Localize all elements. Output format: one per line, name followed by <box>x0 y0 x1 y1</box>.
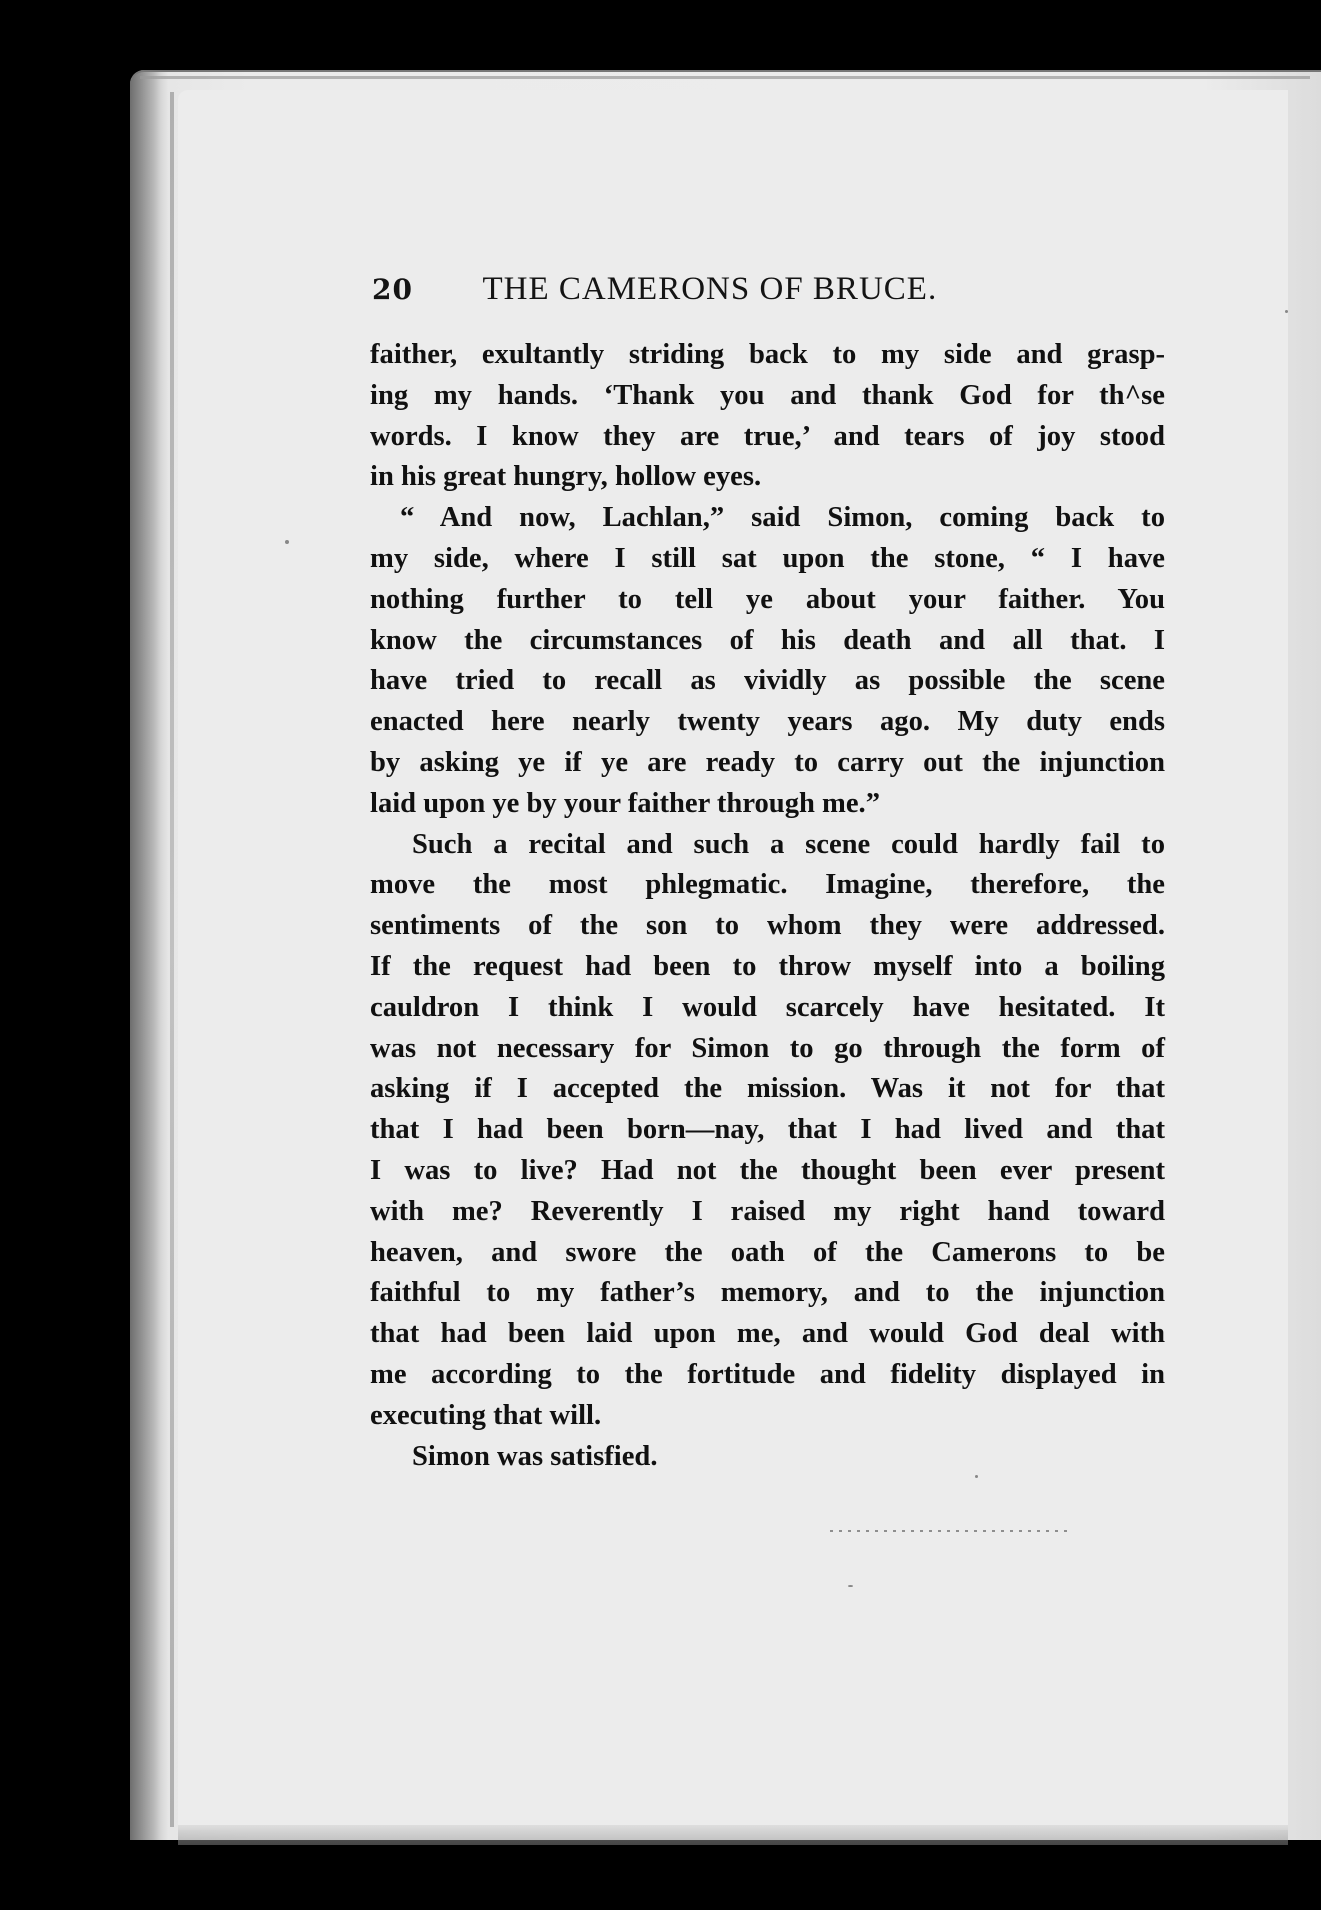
text-line: laid upon ye by your faither through me.” <box>370 787 880 819</box>
text-line: me according to the fortitude and fidelity displayed in <box>370 1358 1165 1390</box>
text-line: was not necessary for Simon to go through the form of <box>370 1032 1165 1064</box>
text-line: sentiments of the son to whom they were addressed. <box>370 910 1165 942</box>
text-line: “ And now, Lachlan,” said Simon, coming back to <box>400 502 1165 534</box>
body-text <box>370 335 1165 1477</box>
text-line: know the circumstances of his death and all that. I <box>370 624 1165 656</box>
text-line: Simon was satisfied. <box>412 1440 658 1472</box>
text-line: If the request had been to throw myself into a boiling <box>370 950 1165 982</box>
text-line: have tried to recall as vividly as possible the scene <box>370 665 1165 697</box>
text-line: that I had been born—nay, that I had lived and that <box>370 1114 1165 1146</box>
scan-speck <box>848 1585 853 1587</box>
text-line: ing my hands. ‘Thank you and thank God for th^se <box>370 379 1165 411</box>
text-line: nothing further to tell ye about your faither. You <box>370 583 1165 615</box>
text-line: my side, where I still sat upon the stone, “ I have <box>370 542 1165 574</box>
scan-speck <box>1285 310 1288 313</box>
section-end-rule <box>830 1530 1070 1532</box>
text-line: move the most phlegmatic. Imagine, therefore, the <box>370 869 1165 901</box>
scan-speck <box>285 540 289 544</box>
page-top-edge <box>140 76 1310 79</box>
text-line: I was to live? Had not the thought been ever present <box>370 1154 1165 1186</box>
text-line: words. I know they are true,’ and tears of joy stood <box>370 420 1165 452</box>
running-title: THE CAMERONS OF BRUCE. <box>482 271 938 307</box>
page-bottom-shadow <box>178 1825 1288 1845</box>
running-head <box>372 268 1172 318</box>
text-line: cauldron I think I would scarcely have hesitated. It <box>370 991 1165 1023</box>
text-line: that had been laid upon me, and would God deal with <box>370 1318 1165 1350</box>
text-line: Such a recital and such a scene could hardly fail to <box>412 828 1165 860</box>
text-line: faither, exultantly striding back to my side and grasp- <box>370 339 1165 370</box>
text-line: enacted here nearly twenty years ago. My duty ends <box>370 706 1165 738</box>
page-gutter-line <box>170 92 174 1827</box>
text-line: in his great hungry, hollow eyes. <box>370 461 762 493</box>
text-line: heaven, and swore the oath of the Camerons to be <box>370 1236 1165 1268</box>
text-line: asking if I accepted the mission. Was it not for that <box>370 1073 1165 1105</box>
scan-speck <box>975 1475 978 1478</box>
page-number: 20 <box>372 273 413 306</box>
text-line: faithful to my father’s memory, and to the injunction <box>370 1277 1165 1309</box>
text-line: executing that will. <box>370 1399 602 1431</box>
text-line: with me? Reverently I raised my right hand toward <box>370 1195 1165 1227</box>
text-line: by asking ye if ye are ready to carry out the injunction <box>370 746 1165 778</box>
